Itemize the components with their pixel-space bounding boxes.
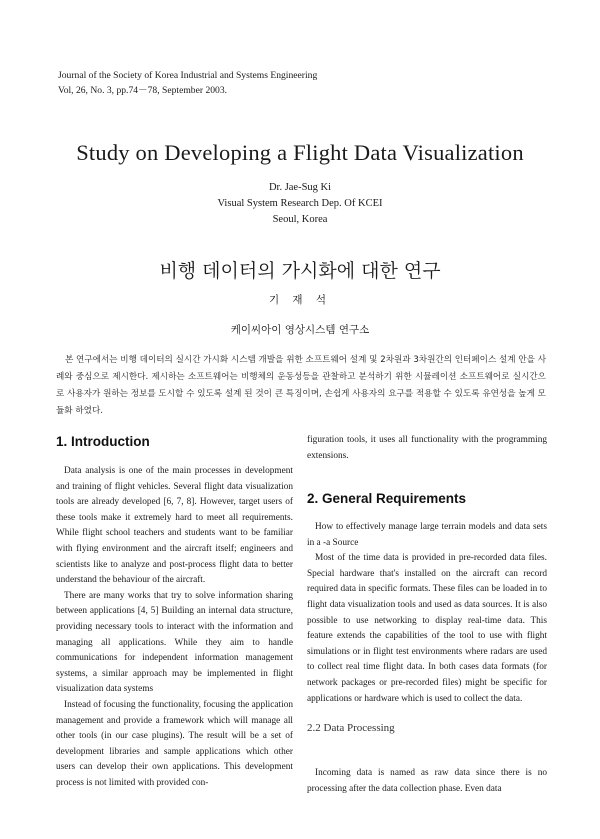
abstract-text: 본 연구에서는 비행 데이터의 실시간 가시화 시스템 개발을 위한 소프트웨어 설계 및 2차원과 3차원간의 인터페이스 설계 안을 사례와 중심으로 제시한다. 제시하는 소프트웨어는 비행체의 운동성등을 관찰하고 분석하기 위한 시뮬레이션 소프트웨어로 실시간으로 사용자가 원하는 정보를 도시할 수 있도록 설계 된 것이 큰 특징이며, 손쉽게 사용자의 요구를 적용할 수 있도록 유연성을 높게 모듈화 하였다.	[56, 355, 546, 416]
paper-title: Study on Developing a Flight Data Visualization	[76, 140, 524, 165]
journal-volume: Vol, 26, No. 3, pp.74－78, September 2003.	[58, 85, 228, 96]
journal-name: Journal of the Society of Korea Industrial and Systems Engineering	[58, 70, 318, 81]
journal-citation	[58, 68, 317, 98]
abstract	[56, 352, 546, 420]
right-column-body	[307, 520, 547, 707]
korean-affiliation: 케이씨아이 영상시스템 연구소	[230, 324, 370, 336]
author-name: Dr. Jae-Sug Ki	[268, 182, 332, 193]
author-location: Seoul, Korea	[272, 214, 328, 225]
paragraph-continuation: figuration tools, it uses all functionality with the programming extensions.	[307, 435, 547, 461]
right-column-bottom	[307, 766, 547, 797]
section-heading-introduction: 1. Introduction	[56, 434, 150, 449]
section-heading-general-requirements: 2. General Requirements	[307, 491, 467, 506]
right-column-top	[307, 433, 547, 464]
paragraph: Most of the time data is provided in pre-recorded data files. Special hardware that's installed on the aircraft can record required data in specific formats. These files can be loaded in to flight data visualization tools and used as data sources. It is also possible to use networking to display real-time data. This feature extends the capabilities of the tool to use with flight simulations or in flight test environments where radars are used to collect real time flight data. In both cases data formats (for network packages or pre-recorded files) might be specific for applications or hardware which is used to collect the data.	[307, 553, 547, 704]
subsection-heading-data-processing: 2.2 Data Processing	[307, 722, 395, 734]
author-affiliation: Visual System Research Dep. Of KCEI	[217, 198, 383, 209]
paragraph: Data analysis is one of the main processes in development and training of flight vehicles. Several flight data visualization tools are already developed [6, 7, 8]. However, target users of these tools make it extremely hard to meet all requirements. While flight school teachers and students want to be familiar with flying environment and the aircraft itself; engineers and scientists like to analyze and post-process flight data to better understand the behaviour of the aircraft.	[56, 466, 293, 586]
author-block	[0, 180, 600, 228]
paragraph: How to effectively manage large terrain models and data sets in a -a Source	[307, 522, 547, 548]
left-column	[56, 464, 293, 791]
paragraph: Incoming data is named as raw data since there is no processing after the data collection phase. Even data	[307, 768, 547, 794]
korean-author-name: 기 재 석	[268, 294, 332, 306]
korean-title: 비행 데이터의 가시화에 대한 연구	[159, 260, 441, 282]
paragraph: There are many works that try to solve information sharing between applications [4, 5] Building an internal data structure, providing necessary tools to interact with the information and managing all applications. While they aim to handle communications for independent information management systems, a similar approach may be implemented in flight visualization data systems	[56, 590, 293, 695]
paragraph: Instead of focusing the functionality, focusing the application management and provide a framework which will manage all other tools (in our case plugins). The result will be a set of development libraries and sample applications which other users can develop their own applications. This development process is not limited with provided con-	[56, 699, 293, 788]
